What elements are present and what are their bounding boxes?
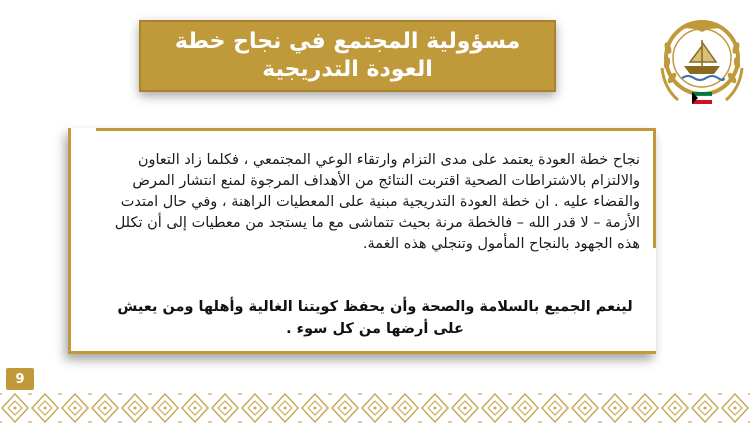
slide-title-line-1: مسؤولية المجتمع في نجاح خطة [174, 29, 521, 54]
kuwait-emblem-icon [658, 8, 746, 116]
frame-right-accent [653, 128, 656, 248]
body-paragraph: نجاح خطة العودة يعتمد على مدى التزام وارتقاء الوعي المجتمعي ، فكلما زاد التعاون والالتزام بالاشتراطات الصحية اقتربت النتائج من الأهداف المرجوة لمنع انتشار المرض والقضاء عليه . ان خطة العودة التدريجية مبنية على المعطيات الراهنة ، وفي حال امتدت الأزمة – لا قدر الله – فالخطة مرنة بحيث تتماشى مع ما يستجد من معطيات إلى أن تكلل هذه الجهود بالنجاح المأمول وتنجلي هذه الغمة. [114, 152, 640, 252]
closing-paragraph: لينعم الجميع بالسلامة والصحة وأن يحفظ كويتنا الغالية وأهلها ومن يعيش على أرضها من كل سوء . [117, 299, 633, 337]
frame-top-accent [96, 128, 656, 131]
slide-title-line-2: العودة التدريجية [262, 57, 433, 82]
decorative-border-pattern [0, 388, 750, 428]
page-number-badge: 9 [6, 368, 34, 390]
slide-title-banner [139, 20, 556, 92]
